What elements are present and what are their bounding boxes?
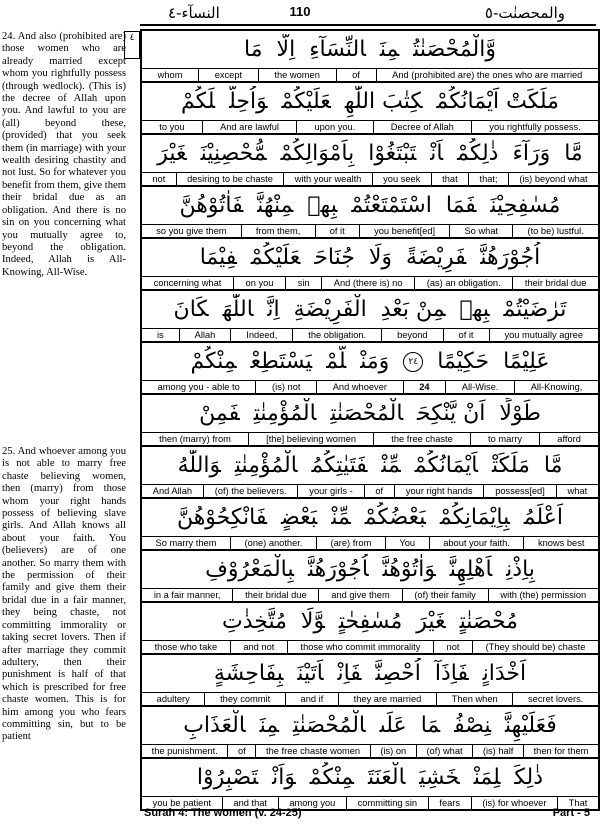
translation-cell: of <box>227 745 255 757</box>
arabic-word: مُتَّخِذٰتِ <box>222 609 287 634</box>
arabic-word: لَّمْ <box>326 349 347 374</box>
translation-cell: your right hands <box>394 485 483 497</box>
translation-cell: (of) the believers. <box>203 485 298 497</box>
page-number: 110 <box>289 4 311 19</box>
translation-verse-24: 24. And also (prohibited are) those women who are already married except whom you rightfully possess (through wedlock). (This is) the decree of Allah upon you. And lawful to you are (all) beyond these, (provided) that you seek them (in marriage) with your wealth desiring chastity and not lust. So for whatever you benefit from them, give them their bridal due as an obligation. And there is no sin on you concerning what you mutually agree to, beyond the obligation. Indeed, Allah is All-Knowing, All-Wise. <box>2 31 126 278</box>
translation-cell: what <box>556 485 598 497</box>
arabic-line <box>148 242 592 274</box>
translation-cell: desiring to be chaste <box>176 173 284 185</box>
header-divider <box>140 24 596 26</box>
translation-cell: and not <box>230 641 287 653</box>
translation-cell: to marry <box>470 433 539 445</box>
arabic-word: بَعْضٍ <box>280 505 318 530</box>
translation-cell: (as) an obligation. <box>414 277 512 289</box>
arabic-word: وَاُحِلَّ <box>229 89 268 114</box>
translation-cell: That <box>557 797 598 809</box>
arabic-word: اَعْلَمُ <box>523 505 564 530</box>
translation-cell: All-Knowing, <box>514 381 598 393</box>
translation-cell: on you <box>233 277 285 289</box>
translation-cell: beyond <box>381 329 442 341</box>
arabic-word: كَانَ <box>173 297 209 322</box>
arabic-line <box>148 190 592 222</box>
translation-cell: of <box>336 69 376 81</box>
arabic-word: خَشِيَ <box>419 765 460 790</box>
arabic-word: مَّا <box>564 141 583 166</box>
arabic-word: اَنْ يَّنْكِحَ <box>417 401 486 426</box>
translation-cell: (is) half <box>472 745 523 757</box>
arabic-word: اللّٰهَ <box>222 297 254 322</box>
arabic-word: اِلَّا <box>276 37 296 62</box>
arabic-word: اسْتَمْتَعْتُمْ <box>351 193 432 218</box>
translation-cell: to you <box>159 122 185 132</box>
word-row <box>142 237 598 289</box>
arabic-word: وَاللّٰهُ <box>177 453 221 478</box>
arabic-word: مُسٰفِحٰتٍ <box>338 609 403 634</box>
translation-cells <box>142 172 598 185</box>
translation-cell: that; <box>468 173 508 185</box>
translation-cells <box>142 224 598 237</box>
arabic-word: عَلَى <box>379 713 407 738</box>
arabic-word: اُجُوْرَهُنَّ <box>480 245 541 270</box>
arabic-word: مِّنْ <box>331 505 351 530</box>
translation-cells <box>142 68 598 81</box>
translation-cell: those who commit immorality <box>287 641 433 653</box>
translation-cell: So what <box>449 225 512 237</box>
arabic-word: لِمَنْ <box>473 765 501 790</box>
arabic-word: فِيْمَا <box>199 245 237 270</box>
arabic-word: مِّنْ <box>381 453 401 478</box>
arabic-line <box>148 710 592 742</box>
word-row <box>142 705 598 757</box>
translation-cell: sin <box>285 277 321 289</box>
arabic-word: تَبْتَغُوْا <box>368 141 417 166</box>
word-row <box>142 289 598 341</box>
translation-cell: the free chaste women <box>255 745 369 757</box>
word-row <box>142 445 598 497</box>
translation-cell: their bridal due <box>512 277 598 289</box>
arabic-word: اَتَيْنَ <box>297 661 324 686</box>
arabic-word: مِنَ <box>379 37 400 62</box>
translation-cell: (of) their family <box>402 589 488 601</box>
arabic-word: الْمُحْصَنٰتِ <box>292 713 366 738</box>
translation-cell: not <box>152 174 166 184</box>
arabic-line <box>148 762 592 794</box>
translation-cell: except <box>198 69 258 81</box>
arabic-word: ذٰلِكُمْ <box>457 141 499 166</box>
arabic-word: وَلَا <box>368 245 393 270</box>
translation-cell: of it <box>315 225 359 237</box>
translation-cell: and that <box>222 797 278 809</box>
arabic-word: يَسْتَطِعْ <box>250 349 313 374</box>
word-row <box>142 393 598 445</box>
word-row <box>142 133 598 185</box>
arabic-word: نِصْفُ <box>454 713 491 738</box>
footer-part: Part - 5 <box>552 807 590 819</box>
translation-cell: And (prohibited are) the ones who are married <box>376 69 598 81</box>
arabic-word: مَا <box>420 713 441 738</box>
translation-cell: (one) another. <box>230 537 316 549</box>
arabic-word: لَكُمْ <box>181 89 216 114</box>
translation-cell: you benefit[ed] <box>359 225 449 237</box>
arabic-word: بِهٖ <box>459 297 490 322</box>
translation-cell: so you give them <box>156 226 227 236</box>
arabic-word: اُجُوْرَهُنَّ <box>308 557 369 582</box>
arabic-word: فَمِنْ <box>199 401 240 426</box>
arabic-word: وَاَنْ <box>272 765 296 790</box>
translation-cell: (is) beyond what <box>508 173 598 185</box>
arabic-word: جُنَاحَ <box>314 245 355 270</box>
arabic-word: تَرٰضَيْتُمْ <box>503 297 567 322</box>
arabic-word: طَوْلًا <box>499 401 541 426</box>
translation-cell: Allah <box>179 329 231 341</box>
arabic-line <box>148 554 592 586</box>
arabic-word: الْفَرِيْضَةِ <box>293 297 367 322</box>
translation-cells <box>142 328 598 341</box>
verse-number-cell: 24 <box>403 381 446 393</box>
translation-cell: (is) not <box>255 381 316 393</box>
arabic-word: فَتَيٰتِكُمُ <box>311 453 368 478</box>
translation-cell: you seek <box>372 173 431 185</box>
arabic-word: مِنَ <box>259 713 279 738</box>
arabic-word: الْمُؤْمِنٰتِ <box>253 401 317 426</box>
arabic-word: مُّحْصِنِيْنَ <box>200 141 267 166</box>
arabic-word: غَيْرَ <box>416 609 446 634</box>
arabic-word: اَهْلِهِنَّ <box>449 557 493 582</box>
arabic-word: اَنْ <box>430 141 444 166</box>
translation-cell: they are married <box>338 693 436 705</box>
translation-cell: you rightfully possess. <box>471 121 598 133</box>
arabic-word: فَعَلَيْهِنَّ <box>504 713 557 738</box>
translation-cell: And Allah <box>152 486 193 496</box>
arabic-line <box>148 34 592 66</box>
translation-verse-25: 25. And whoever among you is not able to marry free chaste believing women, then (marry) from those whom your right hands possess of believing slave girls. And Allah knows all about your faith. You (believers) are of one another. So marry them with the permission of their family and give them their bridal due in a fair manner, they being chaste, not committing immorality or taking secret lovers. Then if after marriage they commit adultery, then their punishment is half of that which is prescribed for free chaste women. This is for him among you who fears committing sin, but to be patient <box>2 446 126 743</box>
translation-cell: And are lawful <box>202 121 296 133</box>
translation-cell: you mutually agree <box>489 329 599 341</box>
word-row <box>142 341 598 393</box>
translation-cell: You <box>385 537 429 549</box>
word-row <box>142 497 598 549</box>
translation-cell: of it <box>443 329 489 341</box>
translation-cell: with your wealth <box>283 173 371 185</box>
arabic-line <box>148 294 592 326</box>
arabic-word: بِاِيْمَانِكُمْ <box>439 505 510 530</box>
translation-cell: about your faith. <box>429 537 524 549</box>
translation-cell: among you <box>278 797 346 809</box>
arabic-word: مُحْصَنٰتٍ <box>459 609 518 634</box>
arabic-word: بَعْضُكُمْ <box>364 505 426 530</box>
translation-cell: (of) what <box>416 745 472 757</box>
arabic-word: فَاِذَآ <box>434 661 469 686</box>
translation-cell: possess[ed] <box>483 485 555 497</box>
arabic-line <box>148 398 592 430</box>
translation-cell: the free chaste <box>373 433 470 445</box>
arabic-word: وَاٰتُوْهُنَّ <box>382 557 436 582</box>
arabic-word: حَكِيْمًا <box>437 349 490 374</box>
word-row <box>142 757 598 811</box>
translation-cell: adultery <box>156 694 190 704</box>
arabic-word: اِنَّ <box>267 297 280 322</box>
translation-cell: upon you. <box>296 121 372 133</box>
arabic-word: تَصْبِرُوْا <box>196 765 259 790</box>
footer-surah: Surah 4: The women (v. 24-25) <box>144 807 302 819</box>
arabic-word: عَلِيْمًا <box>503 349 550 374</box>
translation-cell: in a fair manner, <box>153 590 221 600</box>
translation-cell: secret lovers. <box>512 693 598 705</box>
translation-cell: (They should be) chaste <box>472 641 598 653</box>
translation-cell: afford <box>539 433 598 445</box>
translation-cell: and give them <box>318 589 401 601</box>
translation-cell: (is) for whoever <box>471 797 557 809</box>
arabic-word: اَيْمَانُكُمْ <box>414 453 478 478</box>
arabic-word: الْعَنَتَ <box>368 765 406 790</box>
arabic-word: مَلَكَتْ <box>492 453 530 478</box>
translation-cell: with (the) permission <box>488 589 598 601</box>
arabic-word: مِنْ بَعْدِ <box>380 297 446 322</box>
arabic-word: مُسٰفِحِيْنَ <box>490 193 561 218</box>
arabic-word: اَخْدَانٍ <box>482 661 527 686</box>
arabic-word: مَّا <box>543 453 563 478</box>
translation-cell: you be patient <box>152 798 212 808</box>
translation-cell: then for them <box>523 745 598 757</box>
arabic-word: غَيْرَ <box>157 141 187 166</box>
translation-cell: And (there is) no <box>321 277 414 289</box>
translation-cell: fears <box>428 797 471 809</box>
translation-cell: the women <box>258 69 336 81</box>
translation-cell: All-Wise. <box>445 381 514 393</box>
word-row <box>142 29 598 81</box>
translation-cell: among you - able to <box>157 382 240 392</box>
translation-cell: the obligation. <box>292 329 381 341</box>
translation-cell: of <box>364 485 394 497</box>
translation-cells <box>142 744 598 757</box>
translation-cell: then (marry) from <box>159 434 231 444</box>
translation-cell: the punishment. <box>151 746 218 756</box>
arabic-word: فَانْكِحُوْهُنَّ <box>176 505 267 530</box>
translation-cell: those who take <box>154 642 218 652</box>
translation-cell: concerning what <box>153 278 222 288</box>
arabic-word: وَّلَا <box>300 609 325 634</box>
translation-cell: (to be) lustful. <box>512 225 598 237</box>
arabic-word: مَا <box>244 37 263 62</box>
word-row <box>142 653 598 705</box>
translation-cell: Decree of Allah <box>373 121 472 133</box>
arabic-word: كِتٰبَ اللّٰهِ <box>344 89 423 114</box>
arabic-word: الْعَذَابِ <box>183 713 246 738</box>
arabic-line <box>148 502 592 534</box>
translation-cell: committing sin <box>346 797 428 809</box>
word-row <box>142 549 598 601</box>
translation-cells <box>142 640 598 653</box>
translation-cell: your girls - <box>297 485 363 497</box>
translation-cell: from them, <box>241 225 315 237</box>
arabic-line <box>148 346 592 378</box>
arabic-word: بِاَمْوَالِكُمْ <box>280 141 355 166</box>
arabic-word: بِفَاحِشَةٍ <box>213 661 284 686</box>
arabic-word: مِنْهُنَّ <box>257 193 294 218</box>
translation-cell: that <box>431 173 468 185</box>
arabic-line <box>148 86 592 118</box>
arabic-word: النِّسَآءِ <box>309 37 366 62</box>
arabic-word: فَمَا <box>445 193 477 218</box>
verse-end-marker: ٢٤ <box>403 352 423 372</box>
translation-cell: not <box>433 641 472 653</box>
translation-cells <box>142 276 598 289</box>
arabic-word: فَاٰتُوْهُنَّ <box>179 193 244 218</box>
arabic-line <box>148 450 592 482</box>
arabic-word: مَلَكَتْ اَيْمَانُكُمْ <box>436 89 559 114</box>
translation-cells <box>142 432 598 445</box>
arabic-word: الْمُحْصَنٰتِ <box>330 401 404 426</box>
translation-cells <box>142 380 598 393</box>
arabic-word: ذٰلِكَ <box>514 765 544 790</box>
translation-cells <box>142 692 598 705</box>
arabic-word: فَاِنْ <box>337 661 362 686</box>
translation-cell: (are) from <box>316 537 385 549</box>
translation-cell: And whoever <box>316 381 403 393</box>
page-header <box>0 0 600 26</box>
translation-cells <box>142 536 598 549</box>
arabic-line <box>148 138 592 170</box>
arabic-word: بِهٖ <box>307 193 338 218</box>
translation-cell: is <box>156 330 164 340</box>
word-row <box>142 601 598 653</box>
arabic-line <box>148 658 592 690</box>
arabic-word: وَّالْمُحْصَنٰتُ <box>413 37 496 62</box>
translation-cell: Indeed, <box>230 329 292 341</box>
translation-cell: whom <box>157 70 183 80</box>
translation-cell: they commit <box>204 693 284 705</box>
translation-cell: (is) on <box>370 745 416 757</box>
arabic-word: بِاِذْنِ <box>506 557 535 582</box>
translation-cells <box>142 120 598 133</box>
translation-cell: knows best <box>523 537 598 549</box>
word-row <box>142 185 598 237</box>
arabic-word: وَمَنْ <box>360 349 390 374</box>
arabic-word: عَلَيْكُمْ <box>250 245 301 270</box>
translation-cell: [the] believing women <box>248 433 373 445</box>
word-by-word-grid <box>140 29 600 811</box>
arabic-word: بِالْمَعْرُوْفِ <box>205 557 295 582</box>
surah-name-header: النسآء-٤ <box>168 4 220 22</box>
translation-cell: and if <box>285 693 338 705</box>
arabic-word: مِنْكُمْ <box>309 765 354 790</box>
ruku-marker: ٤ <box>124 31 140 59</box>
arabic-word: الْمُؤْمِنٰتِ <box>234 453 298 478</box>
translation-cells <box>142 484 598 497</box>
arabic-word: مِنْكُمْ <box>190 349 237 374</box>
arabic-word: عَلَيْكُمْ <box>281 89 331 114</box>
arabic-word: وَرَآءَ <box>512 141 551 166</box>
arabic-line <box>148 606 592 638</box>
translation-cell: Then when <box>436 693 512 705</box>
translation-cell: their bridal due <box>232 589 318 601</box>
arabic-word: فَرِيْضَةً <box>406 245 467 270</box>
translation-cells <box>142 588 598 601</box>
juz-name-header: والمحصنٰت-٥ <box>484 4 565 22</box>
arabic-word: اُحْصِنَّ <box>375 661 421 686</box>
word-row <box>142 81 598 133</box>
translation-cell: So marry them <box>155 538 217 548</box>
